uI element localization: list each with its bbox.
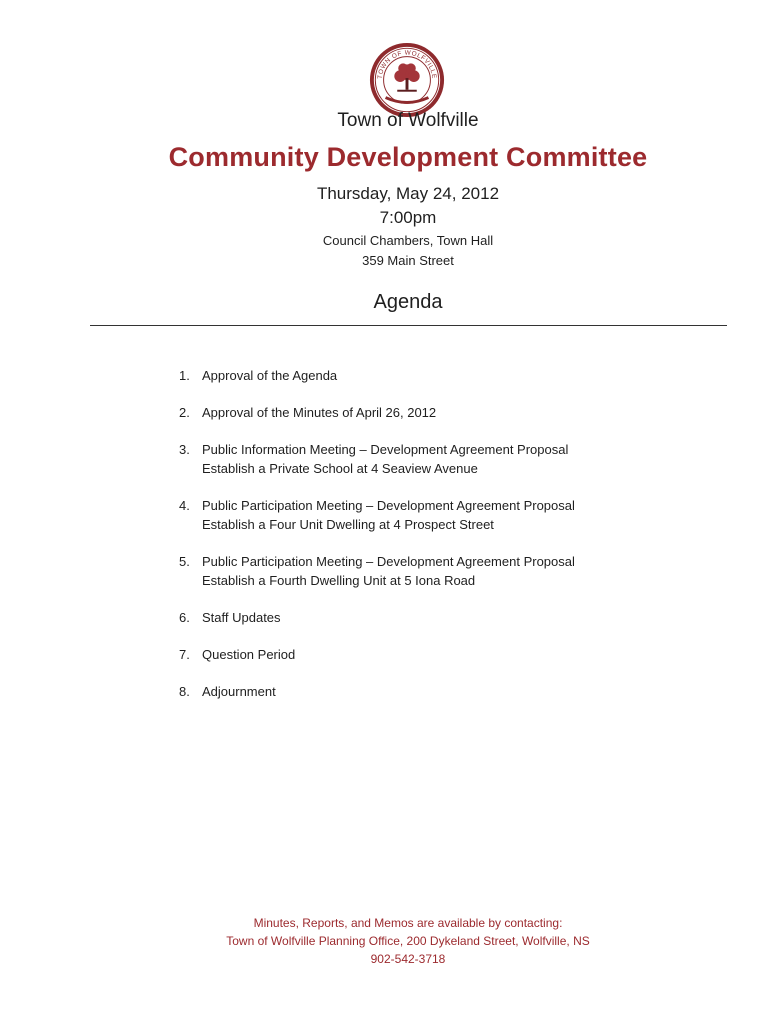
footer-phone: 902-542-3718 — [370, 952, 446, 966]
agenda-item — [179, 496, 699, 534]
footer-availability-note: Minutes, Reports, and Memos are available by contacting: — [253, 916, 563, 930]
agenda-item-number: 2. — [179, 405, 190, 420]
agenda-item-text: Staff Updates — [202, 610, 281, 625]
agenda-item — [179, 608, 699, 627]
agenda-item-body — [202, 440, 699, 478]
agenda-item-text: Approval of the Minutes of April 26, 2012 — [202, 405, 437, 420]
agenda-item-text: Public Participation Meeting – Development Agreement Proposal — [202, 554, 575, 569]
town-name: Town of Wolfville — [337, 110, 479, 131]
agenda-item — [179, 552, 699, 590]
agenda-item-number: 1. — [179, 368, 190, 383]
agenda-item-number: 4. — [179, 498, 190, 513]
svg-text:TOWN OF WOLFVILLE: TOWN OF WOLFVILLE — [376, 49, 438, 80]
agenda-item-number: 8. — [179, 684, 190, 699]
divider-rule — [90, 325, 727, 326]
agenda-item-body — [202, 496, 699, 534]
meeting-time: 7:00pm — [379, 208, 437, 227]
agenda-item-text: Public Participation Meeting – Development Agreement Proposal — [202, 498, 575, 513]
agenda-item-number: 5. — [179, 554, 190, 569]
town-seal-logo — [368, 41, 446, 119]
agenda-item-text: Approval of the Agenda — [202, 368, 338, 383]
agenda-item — [179, 366, 699, 385]
agenda-item — [179, 682, 699, 701]
agenda-item-number: 3. — [179, 442, 190, 457]
agenda-item — [179, 645, 699, 664]
footer-office-address: Town of Wolfville Planning Office, 200 Dykeland Street, Wolfville, NS — [226, 934, 590, 948]
agenda-item — [179, 403, 699, 422]
agenda-item-number: 6. — [179, 610, 190, 625]
agenda-item-detail: Establish a Four Unit Dwelling at 4 Prospect Street — [202, 517, 494, 532]
agenda-item-detail: Establish a Fourth Dwelling Unit at 5 Iona Road — [202, 573, 476, 588]
meeting-address: 359 Main Street — [362, 253, 454, 268]
meeting-date: Thursday, May 24, 2012 — [316, 184, 500, 203]
agenda-item — [179, 440, 699, 478]
agenda-item-body — [202, 552, 699, 590]
agenda-item-number: 7. — [179, 647, 190, 662]
agenda-item-text: Question Period — [202, 647, 296, 662]
meeting-venue: Council Chambers, Town Hall — [322, 233, 494, 248]
agenda-item-text: Public Information Meeting – Development Agreement Proposal — [202, 442, 569, 457]
agenda-item-detail: Establish a Private School at 4 Seaview Avenue — [202, 461, 478, 476]
agenda-list — [179, 366, 699, 719]
committee-title: Community Development Committee — [168, 142, 648, 172]
agenda-heading: Agenda — [373, 291, 443, 313]
agenda-item-text: Adjournment — [202, 684, 276, 699]
